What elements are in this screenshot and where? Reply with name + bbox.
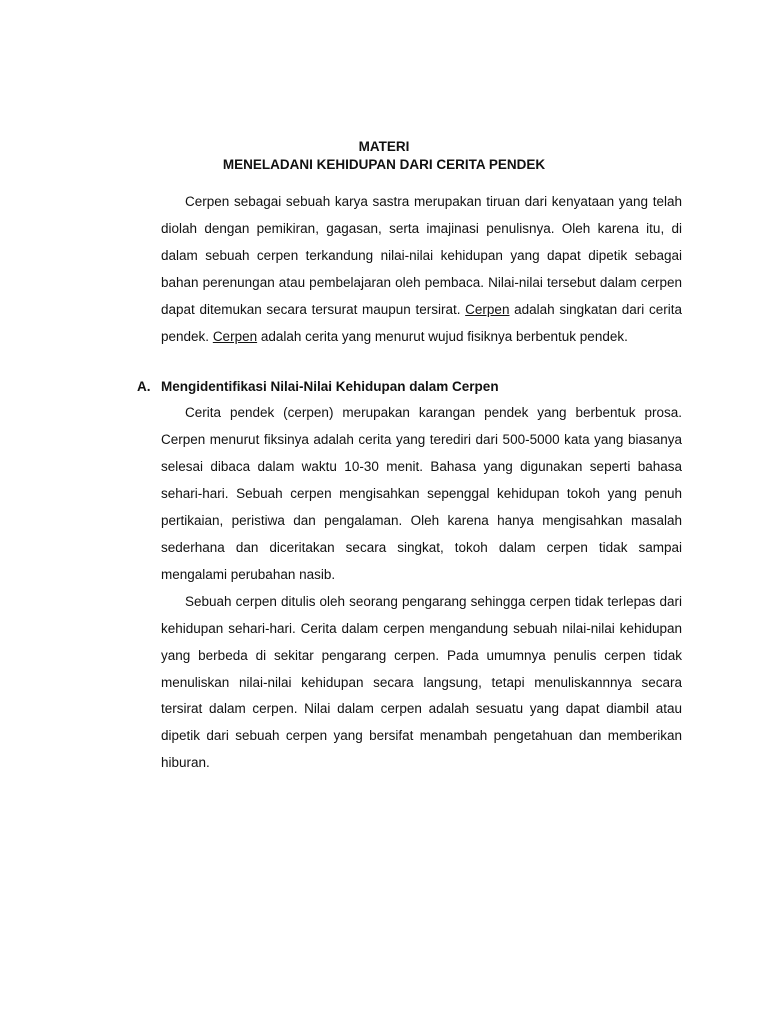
section-a-heading	[137, 374, 682, 400]
underlined-term-cerpen: Cerpen	[212, 328, 258, 344]
title-line-main: MENELADANI KEHIDUPAN DARI CERITA PENDEK	[222, 157, 546, 172]
section-a-title: Mengidentifikasi Nilai-Nilai Kehidupan dalam Cerpen	[161, 379, 499, 395]
section-spacer	[161, 350, 682, 374]
section-a-paragraph-2: Sebuah cerpen ditulis oleh seorang pengarang sehingga cerpen tidak terlepas dari kehidupan sehari-hari. Cerita dalam cerpen mengandung sebuah nilai-nilai kehidupan yang berbeda di sekitar pengarang cerpen. Pada umumnya penulis cerpen tidak menuliskan nilai-nilai kehidupan secara langsung, tetapi menuliskannnya secara tersirat dalam cerpen. Nilai dalam cerpen adalah sesuatu yang dapat diambil atau dipetik dari sebuah cerpen yang bersifat menambah pengetahuan dan memberikan hiburan.	[161, 593, 682, 771]
section-a-letter: A.	[137, 379, 151, 395]
intro-text-2: adalah singkatan dari cerita pendek.	[161, 301, 682, 344]
document-body	[137, 189, 682, 777]
intro-text-1: Cerpen sebagai sebuah karya sastra merupakan tiruan dari kenyataan yang telah diolah dengan pemikiran, gagasan, serta imajinasi penulisnya. Oleh karena itu, di dalam sebuah cerpen terkandung nilai-nilai kehidupan yang dapat dipetik sebagai bahan perenungan atau pembelajaran oleh pembaca. Nilai-nilai tersebut dalam cerpen dapat ditemukan secara tersurat maupun tersirat.	[161, 194, 682, 317]
intro-text-3: adalah cerita yang menurut wujud fisiknya berbentuk pendek.	[260, 328, 628, 344]
title-line-materi: MATERI	[358, 139, 410, 154]
document-title	[0, 138, 768, 174]
section-a-paragraph-1: Cerita pendek (cerpen) merupakan karangan pendek yang berbentuk prosa. Cerpen menurut fiksinya adalah cerita yang terediri dari 500-5000 kata yang biasanya selesai dibaca dalam waktu 10-30 menit. Bahasa yang digunakan seperti bahasa sehari-hari. Sebuah cerpen mengisahkan sepenggal kehidupan tokoh yang penuh pertikaian, peristiwa dan pengalaman. Oleh karena hanya mengisahkan masalah sederhana dan diceritakan secara singkat, tokoh dalam cerpen tidak sampai mengalami perubahan nasib.	[161, 405, 682, 582]
intro-paragraph	[161, 189, 682, 350]
underlined-term-cerpen: Cerpen	[465, 301, 510, 317]
